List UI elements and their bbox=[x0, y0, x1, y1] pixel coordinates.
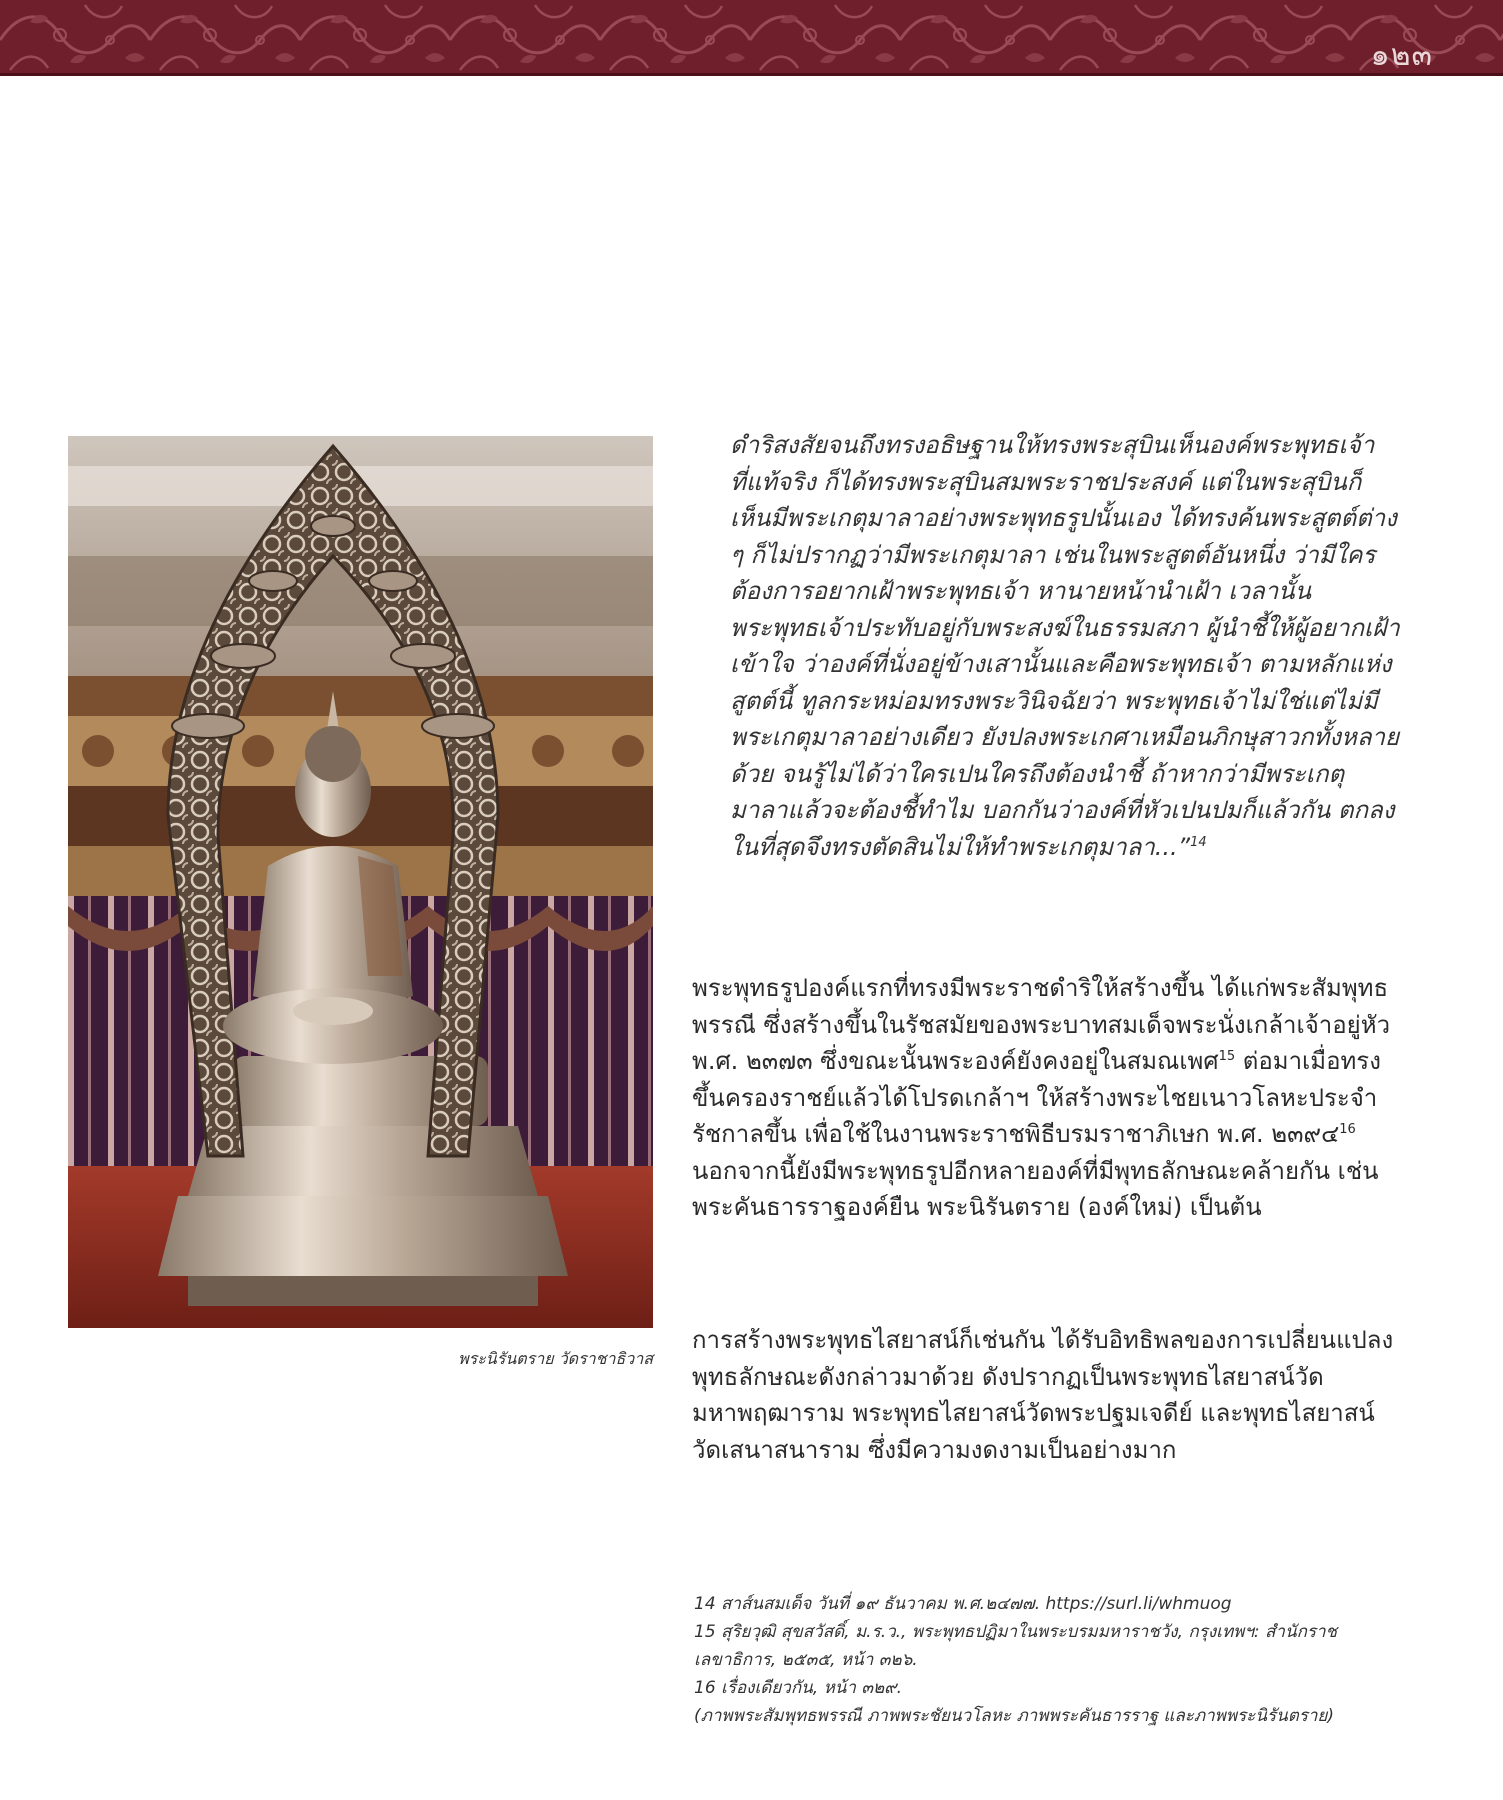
quote-block bbox=[730, 427, 1400, 865]
body-paragraph-2: การสร้างพระพุทธไสยาสน์ก็เช่นกัน ได้รับอิทธิพลของการเปลี่ยนแปลงพุทธลักษณะดังกล่าวมาด้วย ดังปรากฏเป็นพระพุทธไสยาสน์วัดมหาพฤฒาราม พระพุทธไสยาสน์วัดพระปฐมเจดีย์ และพุทธไสยาสน์วัดเสนาสนาราม ซึ่งมีความงดงามเป็นอย่างมาก bbox=[692, 1326, 1394, 1464]
image-credits: (ภาพพระสัมพุทธพรรณี ภาพพระชัยนวโลหะ ภาพพระคันธารราฐ และภาพพระนิรันตราย) bbox=[694, 1706, 1334, 1726]
page-number: ๑๒๓ bbox=[1370, 38, 1433, 73]
footnote-ref-16: 16 bbox=[1339, 1122, 1356, 1137]
body-paragraph-1-part-a: พระพุทธรูปองค์แรกที่ทรงมีพระราชดำริให้สร้างขึ้น ได้แก่พระสัมพุทธพรรณี ซึ่งสร้างขึ้นในรัชสมัยของพระบาทสมเด็จพระนั่งเกล้าเจ้าอยู่หัว พ.ศ. ๒๓๗๓ ซึ่งขณะนั้นพระองค์ยังคงอยู่ในสมณเพศ bbox=[692, 974, 1391, 1075]
quote-text bbox=[730, 427, 1400, 865]
header-band bbox=[0, 0, 1503, 75]
header-divider bbox=[0, 73, 1503, 76]
footnote-15: 15 สุริยวุฒิ สุขสวัสดิ์, ม.ร.ว., พระพุทธปฏิมาในพระบรมมหาราชวัง, กรุงเทพฯ: สำนักราชเลขาธิการ, ๒๕๓๕, หน้า ๓๒๖. bbox=[694, 1622, 1338, 1670]
floral-scroll-ornament-icon bbox=[0, 0, 1503, 75]
footnote-14: 14 สาส์นสมเด็จ วันที่ ๑๙ ธันวาคม พ.ศ.๒๔๗๗. https://surl.li/whmuog bbox=[694, 1594, 1232, 1614]
quote-body: ดำริสงสัยจนถึงทรงอธิษฐานให้ทรงพระสุบินเห็นองค์พระพุทธเจ้าที่แท้จริง ก็ได้ทรงพระสุบินสมพระราชประสงค์ แต่ในพระสุบินก็เห็นมีพระเกตุมาลาอย่างพระพุทธรูปนั้นเอง ได้ทรงค้นพระสูตต์ต่าง ๆ ก็ไม่ปรากฏว่ามีพระเกตุมาลา เช่นในพระสูตต์อันหนึ่ง ว่ามีใครต้องการอยากเฝ้าพระพุทธเจ้า หานายหน้านำเฝ้า เวลานั้นพระพุทธเจ้าประทับอยู่กับพระสงฆ์ในธรรมสภา ผู้นำชี้ให้ผู้อยากเฝ้าเข้าใจ ว่าองค์ที่นั่งอยู่ข้างเสานั้นและคือพระพุทธเจ้า ตามหลักแห่งสูตต์นี้ ทูลกระหม่อมทรงพระวินิจฉัยว่า พระพุทธเจ้าไม่ใช่แต่ไม่มีพระเกตุมาลาอย่างเดียว ยังปลงพระเกศาเหมือนภิกษุสาวกทั้งหลายด้วย จนรู้ไม่ได้ว่าใครเปนใครถึงต้องนำชี้ ถ้าหากว่ามีพระเกตุมาลาแล้วจะต้องชี้ทำไม บอกกันว่าองค์ที่หัวเปนปมก็แล้วกัน ตกลงในที่สุดจึงทรงตัดสินไม่ให้ทำพระเกตุมาลา...” bbox=[730, 431, 1400, 861]
photo-caption: พระนิรันตราย วัดราชาธิวาส bbox=[458, 1349, 653, 1368]
footnote-16: 16 เรื่องเดียวกัน, หน้า ๓๒๙. bbox=[694, 1678, 903, 1698]
footnote-ref-15: 15 bbox=[1218, 1049, 1236, 1064]
silver-buddha-statue-photo-icon bbox=[68, 436, 653, 1328]
buddha-statue-photo bbox=[68, 436, 653, 1328]
body-paragraph-1-part-b: ต่อมาเมื่อทรงขึ้นครองราชย์แล้วได้โปรดเกล้าฯ ให้สร้างพระไชยเนาวโลหะประจำรัชกาลขึ้น เพื่อใช้ในงานพระราชพิธีบรมราชาภิเษก พ.ศ. ๒๓๙๔ bbox=[692, 1047, 1381, 1148]
body-paragraph-1 bbox=[692, 970, 1402, 1226]
footnotes bbox=[694, 1590, 1414, 1730]
footnote-ref-14: 14 bbox=[1190, 834, 1207, 850]
body-paragraph-1-part-c: นอกจากนี้ยังมีพระพุทธรูปอีกหลายองค์ที่มีพุทธลักษณะคล้ายกัน เช่น พระคันธารราฐองค์ยืน พระนิรันตราย (องค์ใหม่) เป็นต้น bbox=[692, 1156, 1379, 1221]
